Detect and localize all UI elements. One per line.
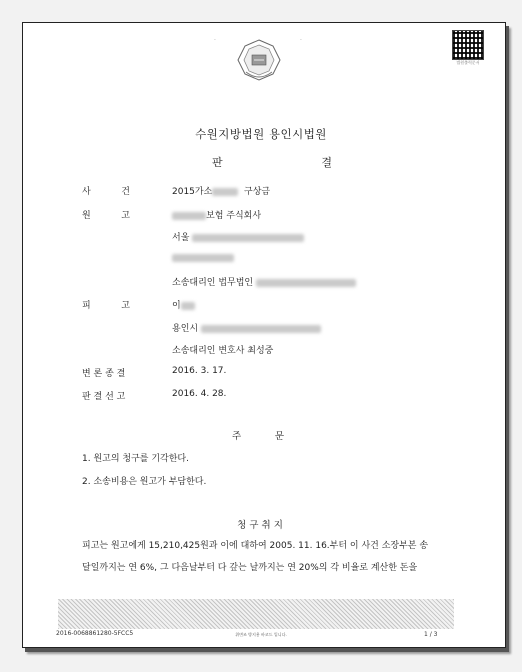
- redacted-text: [192, 234, 304, 242]
- defendant-name: 이: [172, 298, 195, 311]
- redacted-text: [181, 302, 195, 310]
- case-name: 구상금: [244, 187, 271, 197]
- plaintiff-address: 서울: [172, 230, 304, 243]
- plaintiff-name: 보험 주식회사: [172, 208, 261, 221]
- anti-forgery-barcode: [58, 599, 454, 629]
- redacted-text: [256, 279, 356, 287]
- order-item: 2. 소송비용은 원고가 부담한다.: [82, 477, 207, 487]
- defendant-counsel: 소송대리인 변호사 최성중: [172, 346, 274, 356]
- order-item: 1. 원고의 청구를 기각한다.: [82, 454, 189, 464]
- defendant-address: 용인시: [172, 321, 321, 334]
- redacted-text: [201, 325, 321, 333]
- defendant-label: 피 고: [82, 301, 130, 311]
- case-label: 사 건: [82, 187, 130, 197]
- hearing-closed-date: 2016. 3. 17.: [172, 366, 227, 376]
- barcode-note: 위변조 방지용 바코드 입니다.: [235, 632, 287, 637]
- plaintiff-representative: [172, 253, 234, 263]
- redacted-text: [172, 254, 234, 262]
- plaintiff-counsel: 소송대리인 법무법인: [172, 275, 356, 288]
- court-emblem-icon: [236, 38, 282, 82]
- claim-line: 달일까지는 연 6%, 그 다음날부터 다 갚는 날까지는 연 20%의 각 비율로 계산한 돈을: [82, 563, 418, 573]
- order-heading: 주 문: [232, 431, 284, 442]
- ruling-date: 2016. 4. 28.: [172, 389, 227, 399]
- court-name: 수원지방법원 용인시법원: [195, 127, 327, 141]
- hearing-closed-label: 변 론 종 결: [82, 369, 126, 379]
- redacted-text: [212, 188, 238, 196]
- document-title: [212, 154, 332, 170]
- qr-caption: 법원출력문서: [456, 60, 480, 65]
- qr-code: [452, 30, 484, 60]
- page-number: 1 / 3: [424, 631, 438, 638]
- plaintiff-label: 원 고: [82, 211, 130, 221]
- ruling-date-label: 판 결 선 고: [82, 392, 126, 402]
- redacted-text: [172, 212, 206, 220]
- claim-text: [82, 535, 458, 579]
- scan-dot: ·: [300, 37, 302, 44]
- case-number: 2015가소 구상금: [172, 187, 271, 197]
- document-title-char: 판: [212, 156, 223, 169]
- scan-dot: ·: [214, 37, 216, 44]
- claim-heading: 청 구 취 지: [237, 520, 283, 531]
- document-title-char: 결: [321, 156, 332, 169]
- document-number: 2016-0068861280-5FCC5: [56, 630, 134, 637]
- claim-line: 피고는 원고에게 15,210,425원과 이에 대하여 2005. 11. 16.부터 이 사건 소장부본 송: [82, 541, 429, 551]
